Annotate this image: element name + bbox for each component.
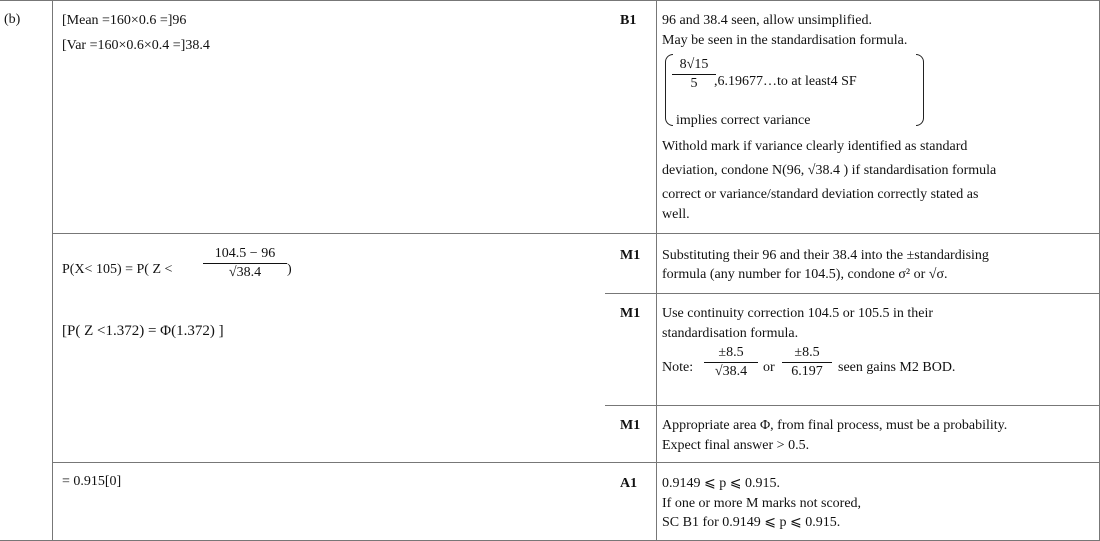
- note-seen: seen gains M2 BOD.: [838, 360, 956, 375]
- guidance-line: 0.9149 ⩽ p ⩽ 0.915.: [662, 476, 780, 491]
- note-or: or: [763, 360, 775, 375]
- part-label: (b): [4, 12, 21, 27]
- guidance-line: SC B1 for 0.9149 ⩽ p ⩽ 0.915.: [662, 515, 841, 530]
- phi-statement: [P( Z <1.372) = Φ(1.372) ]: [62, 323, 224, 339]
- implies-note: implies correct variance: [676, 113, 811, 128]
- final-answer: = 0.915[0]: [62, 474, 122, 489]
- standardisation-numerator: 104.5 − 96: [214, 246, 276, 261]
- note-fraction-1: [704, 344, 758, 381]
- note-fraction-2-numerator: ±8.5: [794, 345, 820, 360]
- note-fraction-2: [782, 344, 832, 381]
- bracket-right: [916, 54, 924, 126]
- standardisation-close: ): [287, 262, 292, 277]
- mark-m1: M1: [620, 418, 641, 433]
- guidance-line: Withold mark if variance clearly identified as standard: [662, 139, 968, 154]
- mark-b1: B1: [620, 13, 637, 28]
- note-fraction-1-numerator: ±8.5: [718, 345, 744, 360]
- sd-fraction: [672, 56, 716, 93]
- mark-a1: A1: [620, 476, 638, 491]
- note-fraction-1-denominator: √38.4: [704, 362, 758, 381]
- answer-variance: [Var =160×0.6×0.4 =]38.4: [62, 38, 210, 53]
- sd-fraction-numerator: 8√15: [679, 57, 709, 72]
- mark-m1: M1: [620, 306, 641, 321]
- guidance-line: well.: [662, 207, 690, 222]
- note-label: Note:: [662, 360, 694, 375]
- standardisation-fraction: [203, 245, 287, 282]
- answer-mean: [Mean =160×0.6 =]96: [62, 13, 187, 28]
- guidance-line: formula (any number for 104.5), condone σ² or √σ.: [662, 267, 948, 282]
- sd-fraction-denominator: 5: [672, 74, 716, 93]
- note-fraction-2-denominator: 6.197: [782, 362, 832, 381]
- guidance-line: Substituting their 96 and their 38.4 into the ±standardising: [662, 248, 989, 263]
- guidance-line: Expect final answer > 0.5.: [662, 438, 810, 453]
- guidance-line: standardisation formula.: [662, 326, 799, 341]
- guidance-line: If one or more M marks not scored,: [662, 496, 862, 511]
- guidance-line: 96 and 38.4 seen, allow unsimplified.: [662, 13, 872, 28]
- guidance-line: Appropriate area Φ, from final process, must be a probability.: [662, 418, 1008, 433]
- standardisation-lhs: P(X< 105) = P( Z <: [62, 262, 173, 277]
- sd-value: ,6.19677…to at least4 SF: [714, 74, 857, 89]
- guidance-line: correct or variance/standard deviation correctly stated as: [662, 187, 979, 202]
- standardisation-denominator: √38.4: [203, 263, 287, 282]
- mark-m1: M1: [620, 248, 641, 263]
- guidance-line: Use continuity correction 104.5 or 105.5 in their: [662, 306, 933, 321]
- guidance-line: May be seen in the standardisation formula.: [662, 33, 908, 48]
- guidance-line: deviation, condone N(96, √38.4 ) if standardisation formula: [662, 163, 997, 178]
